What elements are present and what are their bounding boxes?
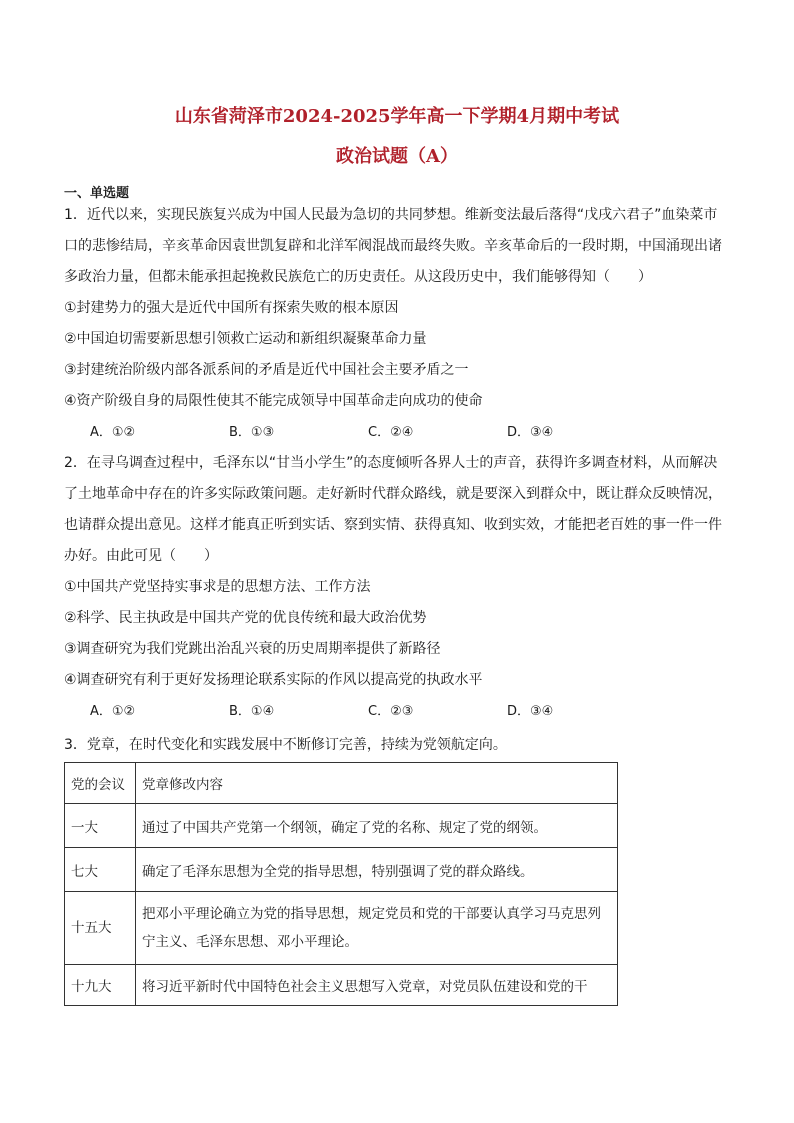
charter-revision-table <box>64 762 618 1006</box>
statement-option: ④调查研究有利于更好发扬理论联系实际的作风以提高党的执政水平 <box>64 672 483 688</box>
statement-option: ②科学、民主执政是中国共产党的优良传统和最大政治优势 <box>64 610 427 626</box>
table-header-cell: 党的会议 <box>65 763 136 804</box>
statement-option: ①中国共产党坚持实事求是的思想方法、工作方法 <box>64 579 371 595</box>
table-header-row <box>65 763 618 804</box>
table-cell: 把邓小平理论确立为党的指导思想，规定党员和党的干部要认真学习马克思列宁主义、毛泽东思想、邓小平理论。 <box>136 892 618 965</box>
table-cell: 十九大 <box>65 965 136 1006</box>
exam-subtitle: 政治试题（A） <box>336 146 458 167</box>
table-row <box>65 965 618 1006</box>
answer-choices <box>64 696 726 727</box>
table-row <box>65 804 618 848</box>
table-cell: 七大 <box>65 848 136 892</box>
table-cell: 通过了中国共产党第一个纲领，确定了党的名称、规定了党的纲领。 <box>136 804 618 848</box>
exam-title: 山东省菏泽市2024-2025学年高一下学期4月期中考试 <box>174 106 620 127</box>
statement-option: ④资产阶级自身的局限性使其不能完成领导中国革命走向成功的使命 <box>64 393 483 409</box>
question-2 <box>64 448 726 727</box>
question-stem: 1．近代以来，实现民族复兴成为中国人民最为急切的共同梦想。维新变法最后落得“戊戌六君子”血染菜市口的悲惨结局，辛亥革命因袁世凯复辟和北洋军阀混战而最终失败。辛亥革命后的一段时期，中国涌现出诸多政治力量，但都未能承担起挽救民族危亡的历史责任。从这段历史中，我们能够得知（ ） <box>64 207 722 285</box>
choice-d: D．③④ <box>507 425 554 440</box>
question-stem: 2．在寻乌调查过程中，毛泽东以“甘当小学生”的态度倾听各界人士的声音，获得许多调查材料，从而解决了土地革命中存在的许多实际政策问题。走好新时代群众路线，就是要深入到群众中，既让群众反映情况，也请群众提出意见。这样才能真正听到实话、察到实情、获得真知、收到实效，才能把老百姓的事一件一件办好。由此可见（ ） <box>64 455 722 564</box>
table-cell: 将习近平新时代中国特色社会主义思想写入党章，对党员队伍建设和党的干 <box>136 965 618 1006</box>
choice-d: D．③④ <box>507 704 554 719</box>
table-cell: 确定了毛泽东思想为全党的指导思想，特别强调了党的群众路线。 <box>136 848 618 892</box>
question-3 <box>64 730 726 761</box>
choice-b: B．①④ <box>229 704 275 719</box>
table-row <box>65 848 618 892</box>
table-cell: 十五大 <box>65 892 136 965</box>
statement-option: ③调查研究为我们党跳出治乱兴衰的历史周期率提供了新路径 <box>64 641 441 657</box>
section-heading: 一、单选题 <box>64 186 130 201</box>
statement-option: ①封建势力的强大是近代中国所有探索失败的根本原因 <box>64 300 399 316</box>
choice-a: A．①② <box>90 425 136 440</box>
table-header-cell: 党章修改内容 <box>136 763 618 804</box>
choice-b: B．①③ <box>229 425 275 440</box>
choice-a: A．①② <box>90 704 136 719</box>
table-cell: 一大 <box>65 804 136 848</box>
choice-c: C．②③ <box>368 704 414 719</box>
statement-option: ②中国迫切需要新思想引领救亡运动和新组织凝聚革命力量 <box>64 331 427 347</box>
choice-c: C．②④ <box>368 425 414 440</box>
statement-option: ③封建统治阶级内部各派系间的矛盾是近代中国社会主要矛盾之一 <box>64 362 469 378</box>
question-1 <box>64 200 726 448</box>
question-stem: 3．党章，在时代变化和实践发展中不断修订完善，持续为党领航定向。 <box>64 737 507 753</box>
table-row <box>65 892 618 965</box>
answer-choices <box>64 417 726 448</box>
